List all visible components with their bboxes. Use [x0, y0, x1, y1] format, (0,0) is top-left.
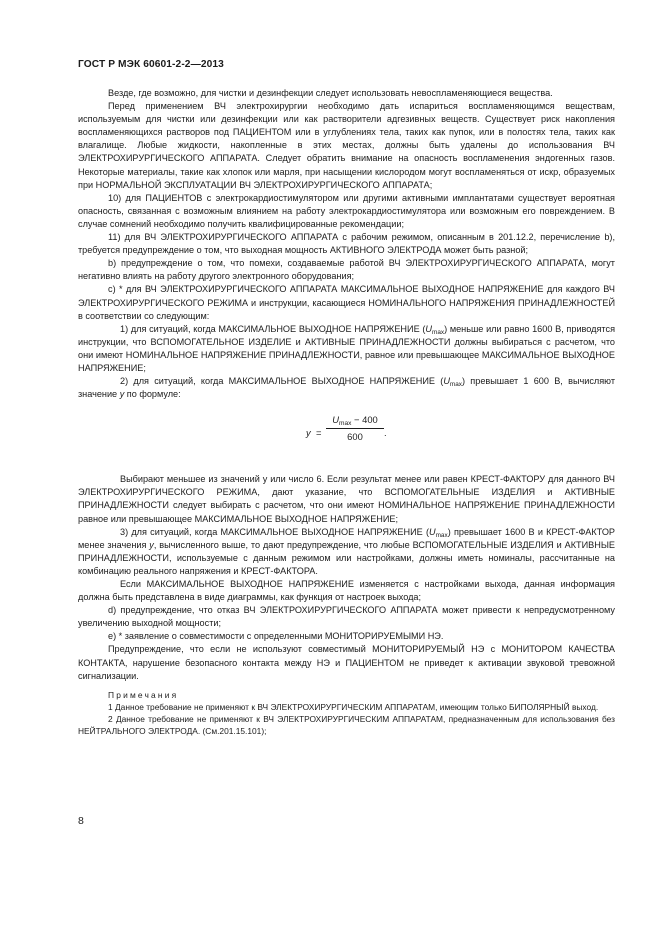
paragraph-item-10: 10) для ПАЦИЕНТОВ с электрокардиостимулятором или другими активными имплантатами существует вероятная опасность, связанная с возможным влиянием на работу электрокардиостимулятора или возможным его повреждением. В случае сомнений необходимо получить квалифицированные рекомендации;: [78, 192, 615, 229]
paragraph-choose-smaller: Выбирают меньшее из значений y или число 6. Если результат менее или равен КРЕСТ-ФАКТОРУ для данного ВЧ ЭЛЕКТРОХИРУРГИЧЕСКОГО РЕЖИМА, дают указание, что ВСПОМОГАТЕЛЬНЫЕ ИЗДЕЛИЯ и АКТИВНЫЕ ПРИНАДЛЕЖНОСТИ следует выбирать с расчетом, что они имеют НОМИНАЛЬНОЕ НАПРЯЖЕНИЕ ПРИНАДЛЕЖНОСТИ равное или превышающее МАКСИМАЛЬНОЕ ВЫХОДНОЕ НАПРЯЖЕНИЕ;: [78, 474, 615, 524]
formula-end: .: [384, 427, 387, 439]
paragraph-sub-2: 2) для ситуаций, когда МАКСИМАЛЬНОЕ ВЫХОДНОЕ НАПРЯЖЕНИЕ $(U_{max})$ превышает 1 600 В, вычисляют значение y по формуле:: [78, 376, 616, 400]
document-body: [78, 87, 615, 683]
page-number: 8: [78, 815, 84, 827]
paragraph-sub-1: 1) для ситуаций, когда МАКСИМАЛЬНОЕ ВЫХОДНОЕ НАПРЯЖЕНИЕ $(U_{max})$ меньше или равно 1600 В, приводятся инструкции, что ВСПОМОГАТЕЛЬНОЕ ИЗДЕЛИЕ и АКТИВНЫЕ ПРИНАДЛЕЖНОСТИ должны выбираться с расчетом, что они имеют НОМИНАЛЬНОЕ НАПРЯЖЕНИЕ ПРИНАДЛЕЖНОСТИ, равное или превышающее МАКСИМАЛЬНОЕ ВЫХОДНОЕ НАПРЯЖЕНИЕ;: [78, 323, 616, 373]
paragraph-item-11: 11) для ВЧ ЭЛЕКТРОХИРУРГИЧЕСКОГО АППАРАТА с рабочим режимом, описанным в 201.12.2, перечисление b), требуется предупреждение о том, что выходная мощность АКТИВНОГО ЭЛЕКТРОДА может быть разной;: [78, 232, 615, 256]
paragraph-nonflammable: Везде, где возможно, для чистки и дезинфекции следует использовать невоспламеняющиеся вещества.: [108, 88, 553, 98]
document-page: [78, 58, 615, 737]
formula-lhs: y: [306, 427, 311, 439]
notes-section: [78, 689, 615, 737]
paragraph-item-d: d) предупреждение, что отказ ВЧ ЭЛЕКТРОХИРУРГИЧЕСКОГО АППАРАТА может привести к непредусмотренному увеличению выходной мощности;: [78, 605, 615, 629]
formula-crest-factor: [78, 411, 615, 459]
paragraph-sub-3: 3) для ситуаций, когда МАКСИМАЛЬНОЕ ВЫХОДНОЕ НАПРЯЖЕНИЕ $(U_{max})$ превышает 1600 В и КРЕСТ-ФАКТОР менее значения y, вычисленного выше, то дают предупреждение, что любые ВСПОМОГАТЕЛЬНЫЕ ИЗДЕЛИЯ и АКТИВНЫЕ ПРИНАДЛЕЖНОСТИ, используемые с данным режимом или настройками, должны иметь номиналы, рассчитанные на комбинацию реального напряжения и КРЕСТ-ФАКТОРА.: [78, 526, 615, 576]
document-header: ГОСТ Р МЭК 60601-2-2—2013: [78, 59, 224, 70]
paragraph-item-b: b) предупреждение о том, что помехи, создаваемые работой ВЧ ЭЛЕКТРОХИРУРГИЧЕСКОГО АППАРАТА, могут негативно влиять на работу другого электронного оборудования;: [78, 258, 615, 282]
formula-fraction: [326, 414, 384, 443]
formula-numerator: $U_{max} - 400$: [326, 414, 384, 429]
paragraph-output-settings: Если МАКСИМАЛЬНОЕ ВЫХОДНОЕ НАПРЯЖЕНИЕ изменяется с настройками выхода, данная информация должна быть представлена в виде диаграммы, как функция от настроек выхода;: [78, 579, 615, 603]
paragraph-warning-monitoring: Предупреждение, что если не используют совместимый МОНИТОРИРУЕМЫЙ НЭ с МОНИТОРОМ КАЧЕСТВА КОНТАКТА, нарушение безопасного контакта между НЭ и ПАЦИЕНТОМ не приведет к активации звуковой тревожной сигнализации.: [78, 644, 615, 681]
note-1: 1 Данное требование не применяют к ВЧ ЭЛЕКТРОХИРУРГИЧЕСКИМ АППАРАТАМ, имеющим только БИПОЛЯРНЫЙ выход.: [108, 701, 599, 712]
paragraph-item-e: e) * заявление о совместимости с определенными МОНИТОРИРУЕМЫМИ НЭ.: [108, 631, 444, 642]
paragraph-item-c: c) * для ВЧ ЭЛЕКТРОХИРУРГИЧЕСКОГО АППАРАТА МАКСИМАЛЬНОЕ ВЫХОДНОЕ НАПРЯЖЕНИЕ для каждого ВЧ ЭЛЕКТРОХИРУРГИЧЕСКОГО РЕЖИМА и инструкции, касающиеся НОМИНАЛЬНОГО НАПРЯЖЕНИЯ ПРИНАДЛЕЖНОСТЕЙ в соответствии со следующим:: [78, 284, 615, 321]
notes-heading: Примечания: [108, 689, 179, 700]
note-2: 2 Данное требование не применяют к ВЧ ЭЛЕКТРОХИРУРГИЧЕСКИМ АППАРАТАМ, предназначенным для использования без НЕЙТРАЛЬНОГО ЭЛЕКТРОДА. (См.201.15.101);: [78, 713, 615, 736]
formula-equals: =: [316, 427, 322, 439]
formula-denominator: 600: [347, 431, 363, 443]
paragraph-evaporation: Перед применением ВЧ электрохирургии необходимо дать испариться воспламеняющимся веществам, используемым для чистки или дезинфекции или как растворители адгезивных веществ. Существует риск накопления воспламеняющихся растворов под ПАЦИЕНТОМ или в углублениях тела, таких как пупок, или в полостях тела, таких как влагалище. Любые жидкости, накопленные в этих местах, должны быть удалены до использования ВЧ ЭЛЕКТРОХИРУРГИЧЕСКОГО АППАРАТА. Следует обратить внимание на опасность воспламенения эндогенных газов. Некоторые материалы, такие как хлопок или марля, при насыщении кислородом могут воспламеняться от искр, образуемых при НОРМАЛЬНОЙ ЭКСПЛУАТАЦИИ ВЧ ЭЛЕКТРОХИРУРГИЧЕСКОГО АППАРАТА;: [78, 101, 615, 190]
